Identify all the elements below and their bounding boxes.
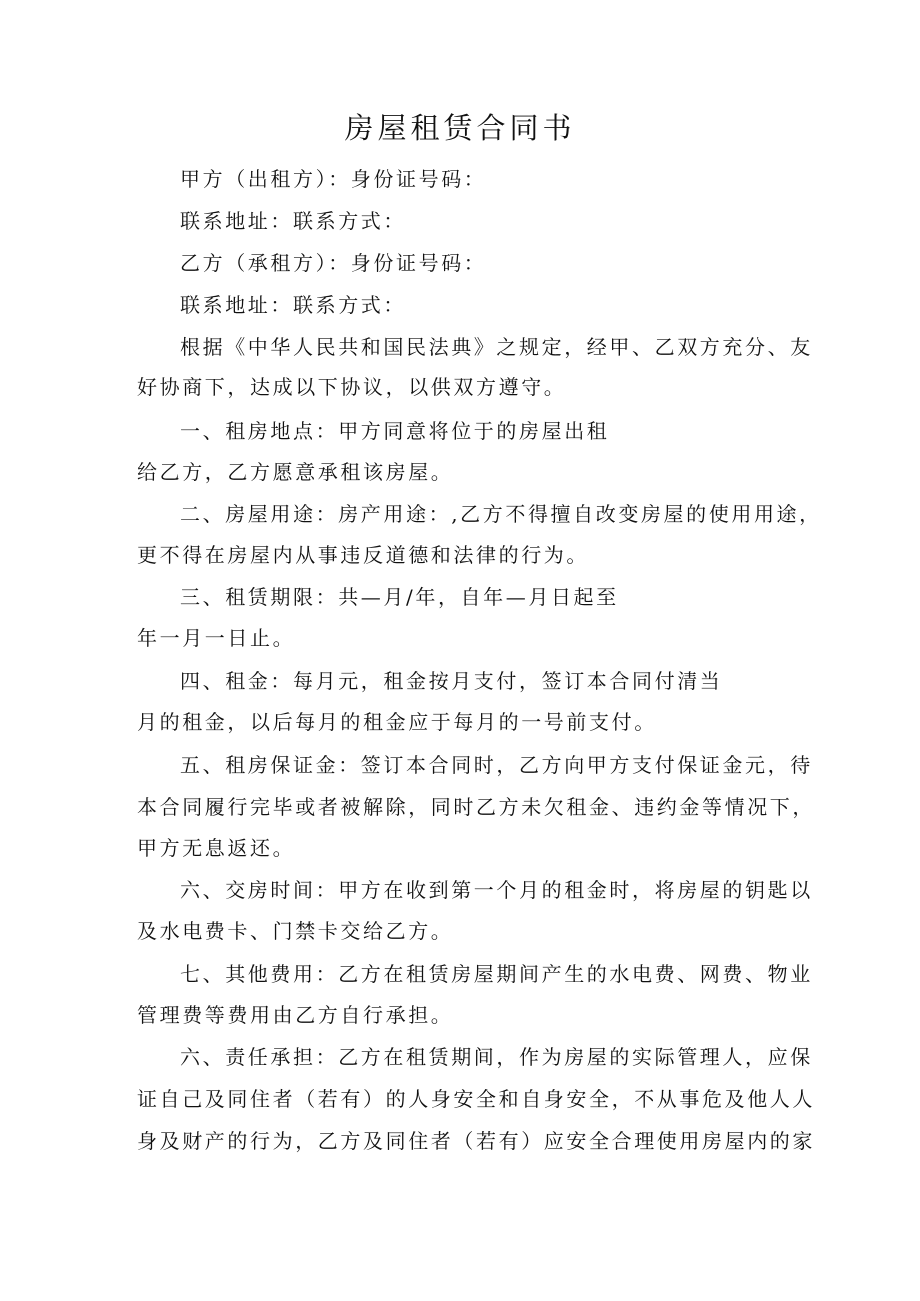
party-a-contact-line: 联系地址：联系方式： <box>180 209 406 233</box>
party-b-contact-line: 联系地址：联系方式： <box>180 293 406 317</box>
preamble-line-1: 根据《中华人民共和国民法典》之规定，经甲、乙双方充分、友 <box>180 335 813 359</box>
clause-3-line-2: 年一月一日止。 <box>137 626 296 650</box>
clause-7-line-2: 管理费等费用由乙方自行承担。 <box>137 1003 454 1027</box>
clause-1-line-2: 给乙方，乙方愿意承租该房屋。 <box>137 460 454 484</box>
clause-3-line-1: 三、租赁期限：共—月/年，自年—月日起至 <box>180 585 619 609</box>
clause-5-line-2: 本合同履行完毕或者被解除，同时乙方未欠租金、违约金等情况下， <box>137 795 815 819</box>
document-title: 房屋租赁合同书 <box>344 111 576 145</box>
preamble-line-2: 好协商下，达成以下协议，以供双方遵守。 <box>137 375 567 399</box>
clause-4-line-1: 四、租金：每月元，租金按月支付，签订本合同付清当 <box>180 669 723 693</box>
clause-8-line-3: 身及财产的行为，乙方及同住者（若有）应安全合理使用房屋内的家 <box>137 1129 815 1153</box>
clause-2-line-2: 更不得在房屋内从事违反道德和法律的行为。 <box>137 543 589 567</box>
clause-2-line-1: 二、房屋用途：房产用途：,乙方不得擅自改变房屋的使用用途， <box>180 502 822 526</box>
clause-6-line-1: 六、交房时间：甲方在收到第一个月的租金时，将房屋的钥匙以 <box>180 878 813 902</box>
clause-1-line-1: 一、租房地点：甲方同意将位于的房屋出租 <box>180 419 610 443</box>
clause-4-line-2: 月的租金，以后每月的租金应于每月的一号前支付。 <box>137 710 657 734</box>
clause-6-line-2: 及水电费卡、门禁卡交给乙方。 <box>137 919 454 943</box>
party-b-line: 乙方（承租方）：身份证号码： <box>180 251 487 275</box>
clause-5-line-1: 五、租房保证金：签订本合同时，乙方向甲方支付保证金元，待 <box>180 753 813 777</box>
clause-7-line-1: 七、其他费用：乙方在租赁房屋期间产生的水电费、网费、物业 <box>180 962 813 986</box>
clause-5-line-3: 甲方无息返还。 <box>137 836 296 860</box>
clause-8-line-1: 六、责任承担：乙方在租赁期间，作为房屋的实际管理人，应保 <box>180 1045 813 1069</box>
party-a-line: 甲方（出租方）：身份证号码： <box>180 167 487 191</box>
clause-8-line-2: 证自己及同住者（若有）的人身安全和自身安全，不从事危及他人人 <box>137 1087 815 1111</box>
